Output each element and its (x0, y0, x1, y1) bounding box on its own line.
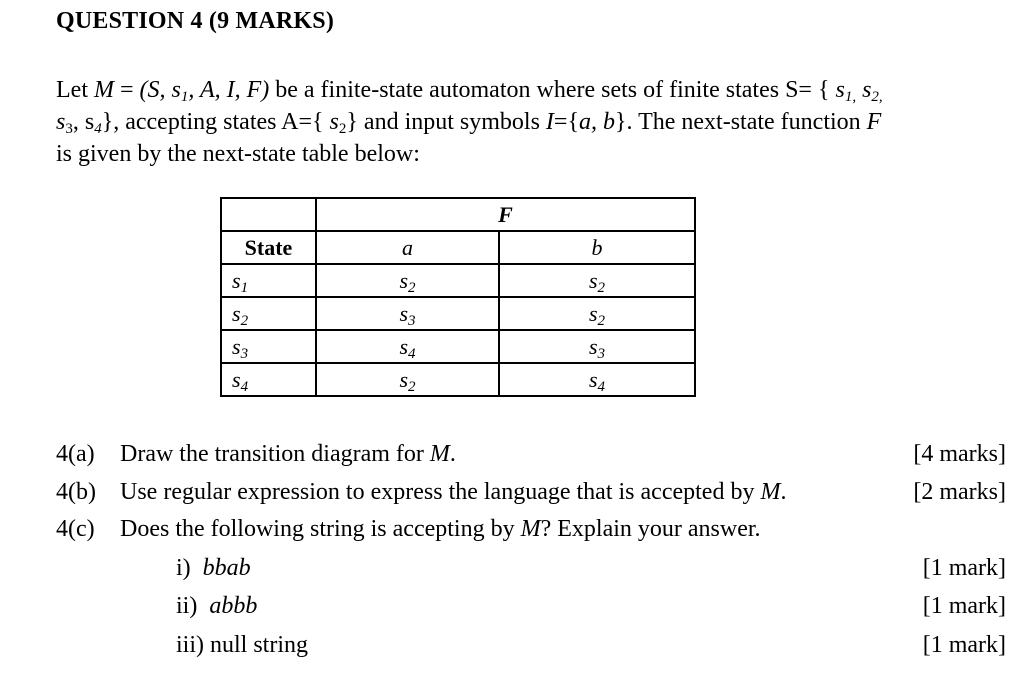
table-corner-cell (221, 198, 316, 231)
input-b-column-header: b (499, 231, 695, 264)
subpart-item-iii (176, 632, 1006, 664)
question-text: Draw the transition diagram for M. (120, 441, 456, 467)
question-heading: QUESTION 4 (9 MARKS) (56, 8, 335, 34)
table-group-header: F (316, 198, 695, 231)
next-state-b-cell: $s_2$ (499, 264, 695, 297)
next-state-b-cell: $s_3$ (499, 330, 695, 363)
subpart-item-i (176, 555, 1006, 587)
next-state-b-cell: $s_2$ (499, 297, 695, 330)
next-state-a-cell: $s_2$ (316, 363, 499, 396)
state-cell: $s_3$ (221, 330, 316, 363)
question-number: 4(b) (56, 479, 96, 505)
marks-label: [1 mark] (922, 632, 1006, 658)
subpart-text: iii) null string (176, 632, 309, 658)
question-number: 4(c) (56, 516, 95, 542)
state-column-header: State (221, 231, 316, 264)
marks-label: [2 marks] (913, 479, 1006, 505)
marks-label: [1 mark] (922, 555, 1006, 581)
next-state-b-cell: $s_4$ (499, 363, 695, 396)
subpart-text: i) bbab (176, 555, 251, 581)
table-row (221, 363, 695, 396)
input-a-column-header: a (316, 231, 499, 264)
table-row (221, 264, 695, 297)
question-item-4a (56, 441, 1006, 473)
next-state-a-cell: $s_2$ (316, 264, 499, 297)
question-item-4c (56, 516, 1006, 548)
state-cell: $s_2$ (221, 297, 316, 330)
question-item-4b (56, 479, 1006, 511)
marks-label: [1 mark] (922, 593, 1006, 619)
next-state-a-cell: $s_4$ (316, 330, 499, 363)
question-text: Use regular expression to express the language that is accepted by M. (120, 479, 787, 505)
table-row (221, 297, 695, 330)
state-cell: $s_4$ (221, 363, 316, 396)
next-state-table (220, 197, 696, 397)
state-cell: $s_1$ (221, 264, 316, 297)
next-state-a-cell: $s_3$ (316, 297, 499, 330)
subpart-text: ii) abbb (176, 593, 258, 619)
marks-label: [4 marks] (913, 441, 1006, 467)
question-text: Does the following string is accepting by M? Explain your answer. (120, 516, 761, 542)
question-paragraph: Let M = (S, $s_1$, A, I, F) be a finite-state automaton where sets of finite states S= { $s_{1,}$ $s_{2,}$ $s_3$, $s_4$}, accepting states A={ $s_2$} and input symbols I={a, b}. The next-state function F is given by the next-state table below: (56, 77, 883, 167)
subpart-item-ii (176, 593, 1006, 625)
question-number: 4(a) (56, 441, 95, 467)
table-row (221, 330, 695, 363)
